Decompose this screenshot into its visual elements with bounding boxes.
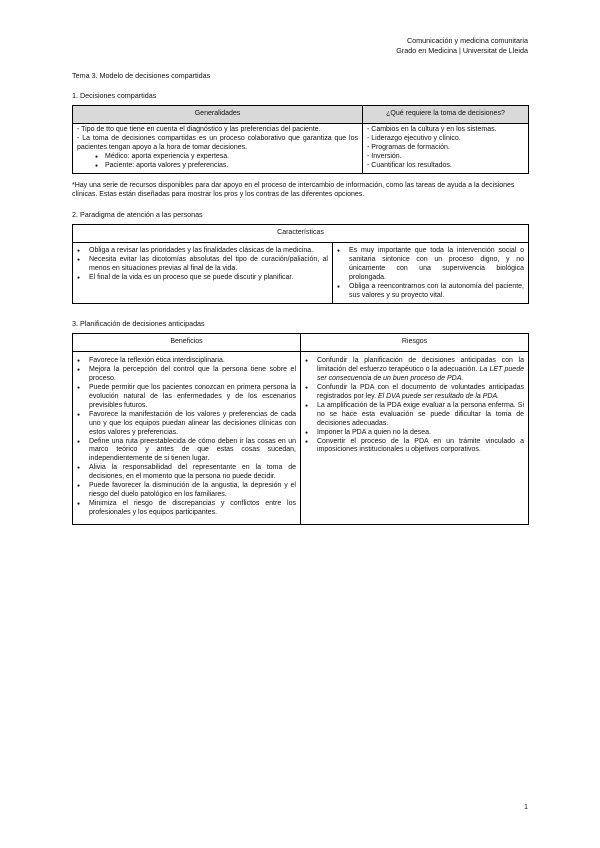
requirement-line: - Cambios en la cultura y en los sistemas.	[367, 125, 497, 133]
footnote: *Hay una serie de recursos disponibles para dar apoyo en el proceso de intercambio de información, como las tareas de ayuda a la decisiones clínicas. Estas están diseñadas para mostrar los pros y los contras de las diferentes opciones.	[72, 182, 515, 199]
risks-cell	[301, 351, 529, 524]
list-item: ● El final de la vida es un proceso que se puede discutir y planificar.	[77, 274, 328, 283]
risk-text: Imponer la PDA a quien no la desea.	[317, 428, 432, 436]
requirement-line: - Liderazgo ejecutivo y clínico.	[367, 134, 461, 142]
risks-header: Riesgos	[301, 334, 529, 352]
section-3-title: 3. Planificación de decisiones anticipadas	[72, 319, 205, 328]
roles-list	[77, 153, 358, 171]
characteristics-left-list	[77, 247, 328, 283]
requirements-header: ¿Qué requiere la toma de decisiones?	[363, 106, 529, 124]
requirement-line: - Inversión.	[367, 152, 402, 160]
generalities-line: - Tipo de tto que tiene en cuenta el diagnóstico y las preferencias del paciente.	[77, 125, 321, 133]
characteristics-table	[72, 224, 529, 304]
risk-note: El DVA puede ser resultado de la PDA.	[377, 392, 500, 400]
page-header	[396, 36, 528, 55]
list-item: ● Obliga a revisar las prioridades y las finalidades clásicas de la medicina.	[77, 247, 328, 256]
generalities-header: Generalidades	[73, 106, 363, 124]
document-title: Tema 3. Modelo de decisiones compartidas	[72, 71, 211, 80]
generalities-cell	[73, 123, 363, 173]
risk-text: La amplificación de la PDA exige evaluar a la persona enferma. Si no se hace esta evaluación se puede dificultar la toma de decisiones adecuadas.	[317, 401, 524, 427]
list-item: ● Favorece la manifestación de los valores y preferencias de cada uno y que los equipos puedan alinear las decisiones clínicas con estos valores y preferencias.	[77, 411, 296, 438]
risk-note: La LET puede ser consecuencia de un buen proceso de PDA.	[317, 365, 524, 382]
list-item: ● Mejora la percepción del control que la persona tiene sobre el proceso.	[77, 366, 296, 384]
section-2-title: 2. Paradigma de atención a las personas	[72, 210, 203, 219]
requirement-line: - Cuantificar los resultados.	[367, 161, 452, 169]
list-item	[305, 429, 524, 438]
list-item: ● Define una ruta preestablecida de cómo deben ir las cosas en un marco teórico y antes de que estas cosas sucedan, independientemente de si tienen lugar.	[77, 438, 296, 465]
list-item	[305, 402, 524, 429]
benefits-cell	[73, 351, 301, 524]
header-degree: Grado en Medicina | Universitat de Lleida	[396, 45, 528, 55]
benefits-header: Beneficios	[73, 334, 301, 352]
list-item: ● Alivia la responsabilidad del representante en la toma de decisiones, en el momento que la persona no puede decidir.	[77, 464, 296, 482]
list-item: ● Médico: aporta experiencia y expertesa.	[95, 153, 358, 162]
characteristics-right-cell	[333, 242, 529, 303]
section-1-title: 1. Decisiones compartidas	[72, 91, 157, 100]
list-item: ● Es muy importante que toda la intervención social o sanitaria sintonice con un proceso digno, y no únicamente con una supervivencia biológica prolongada.	[337, 247, 524, 283]
list-item: ● Necesita evitar las dicotomías absolutas del tipo de curación/paliación, al menos en situaciones previas al final de la vida.	[77, 256, 328, 274]
header-course: Comunicación y medicina comunitaria	[406, 36, 528, 45]
characteristics-right-list	[337, 247, 524, 301]
risk-text: Confundir la planificación de decisiones anticipadas con la limitación del esfuerzo terapéutico o la adecuación.	[317, 356, 524, 373]
list-item: ● Puede favorecer la disminución de la angustia, la depresión y el riesgo del duelo patológico en los familiares.	[77, 482, 296, 500]
advance-planning-table	[72, 333, 529, 525]
benefits-list	[77, 357, 296, 518]
characteristics-left-cell	[73, 242, 333, 303]
list-item: ● Minimiza el riesgo de discrepancias y conflictos entre los profesionales y los equipos participantes.	[77, 500, 296, 518]
list-item: ● Obliga a reencontrarnos con la autonomía del paciente, sus valores y su proyecto vital.	[337, 283, 524, 301]
page-number: 1	[524, 802, 528, 811]
generalities-line: - La toma de decisiones compartidas es un proceso colaborativo que garantiza que los pacientes tengan apoyo a la hora de tomar decisiones.	[77, 134, 358, 151]
requirement-line: - Programas de formación.	[367, 143, 450, 151]
risk-text: Confundir la PDA con el documento de voluntades anticipadas registrados por ley.	[317, 383, 524, 400]
risk-text: Convertir el proceso de la PDA en un trámite vinculado a imposiciones institucionales u objetivos corporativos.	[317, 437, 524, 454]
list-item	[305, 438, 524, 456]
list-item	[305, 384, 524, 402]
list-item: ● Puede permitir que los pacientes conozcan en primera persona la evolución natural de las enfermedades y de los escenarios previsibles futuros.	[77, 384, 296, 411]
list-item: ● Favorece la reflexión ética interdisciplinaria.	[77, 357, 296, 366]
characteristics-header: Características	[73, 225, 529, 243]
list-item: ● Paciente: aporta valores y preferencias.	[95, 162, 358, 171]
decisions-table	[72, 105, 529, 174]
list-item	[305, 357, 524, 384]
requirements-cell	[363, 123, 529, 173]
risks-list	[305, 357, 524, 455]
